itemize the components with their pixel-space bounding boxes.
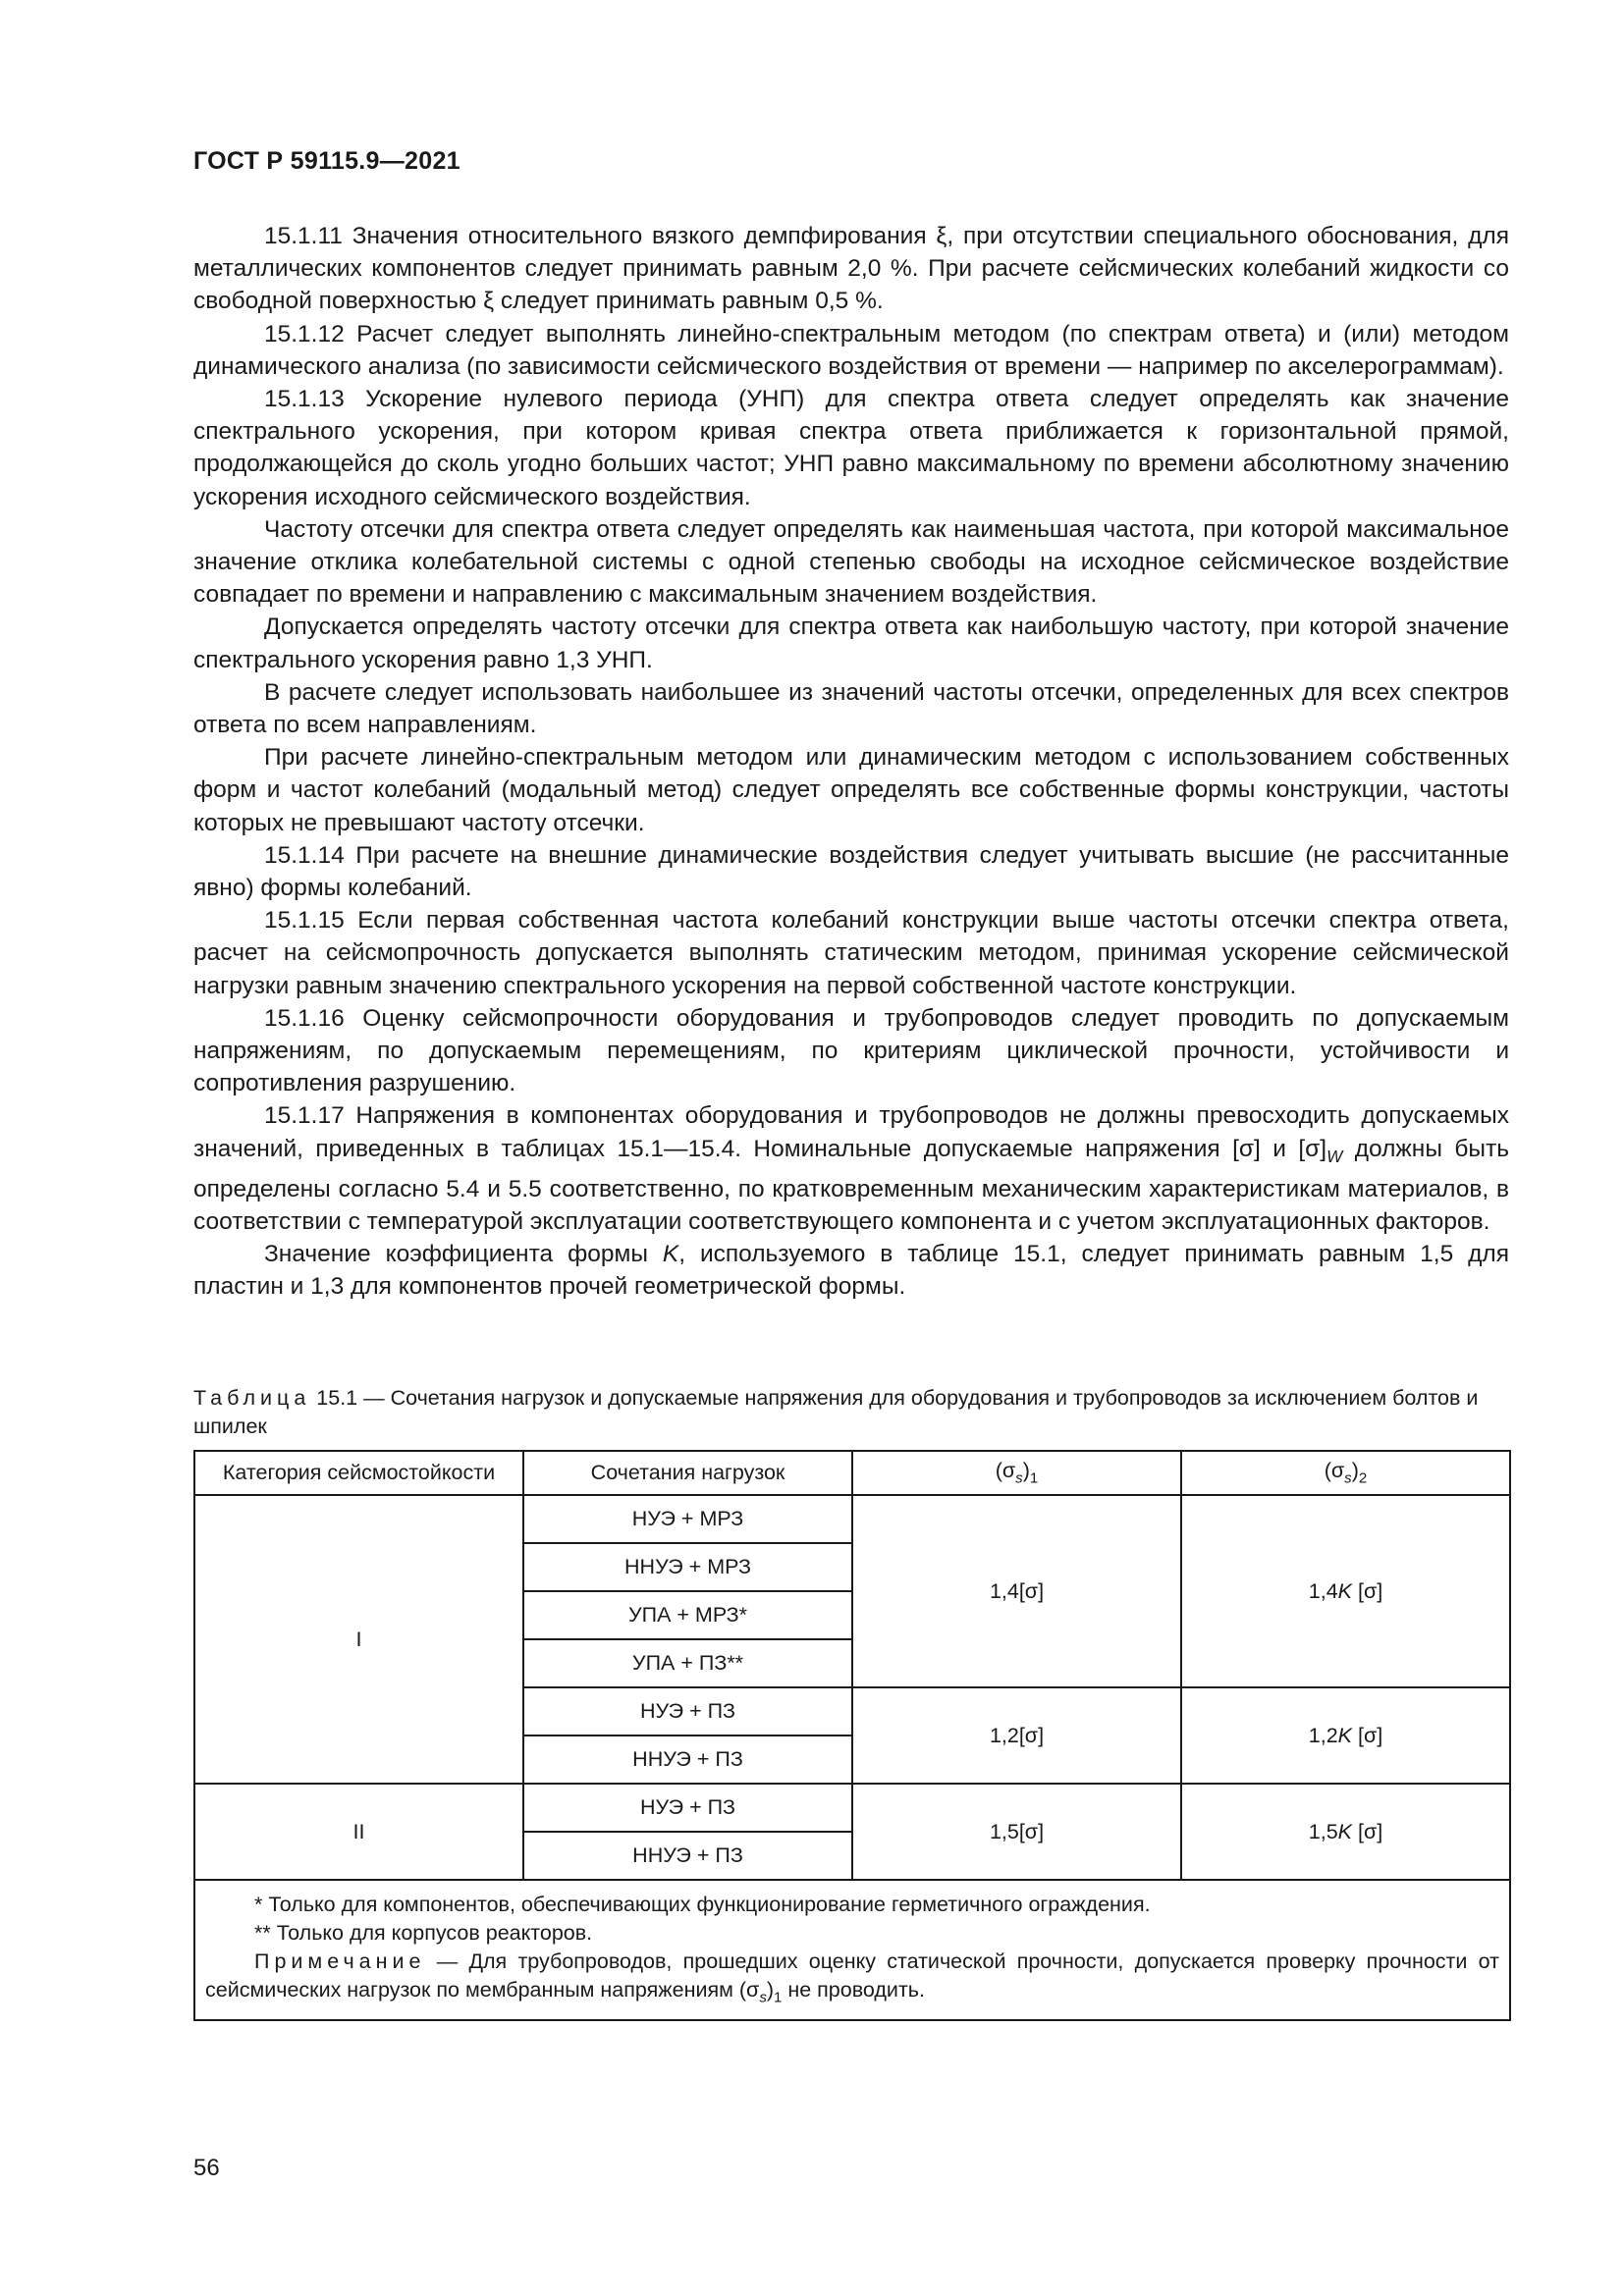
footnote: ** Только для корпусов реакторов. bbox=[254, 1921, 593, 1945]
load-cell: УПА + ПЗ** bbox=[523, 1639, 852, 1687]
table-caption-label: Таблица bbox=[193, 1386, 311, 1410]
header-category: Категория сейсмостойкости bbox=[194, 1451, 523, 1495]
paragraph: При расчете линейно-спектральным методом или динамическим методом с использованием собственных форм и частот колебаний (модальный метод) следует определять все собственные формы конструкции, частоты которых не превышают частоту отсечки. bbox=[193, 744, 1509, 836]
document-header: ГОСТ Р 59115.9—2021 bbox=[193, 147, 460, 175]
paragraph: 15.1.14 При расчете на внешние динамические воздействия следует учитывать высшие (не рассчитанные явно) формы колебаний. bbox=[193, 841, 1509, 902]
sigma-2-cell: 1,5K [σ] bbox=[1181, 1784, 1510, 1880]
load-combinations-table bbox=[193, 1450, 1511, 2021]
load-cell: ННУЭ + ПЗ bbox=[523, 1735, 852, 1784]
paragraph: В расчете следует использовать наибольшее из значений частоты отсечки, определенных для всех спектров ответа по всем направлениям. bbox=[193, 678, 1509, 739]
table-row bbox=[194, 1784, 1510, 1832]
sigma-1-cell: 1,4[σ] bbox=[852, 1495, 1181, 1687]
paragraph: 15.1.15 Если первая собственная частота колебаний конструкции выше частоты отсечки спектра ответа, расчет на сейсмопрочность допускается выполнять статическим методом, принимая ускорение сейсмической нагрузки равным значению спектрального ускорения на первой собственной частоте конструкции. bbox=[193, 907, 1509, 999]
table-caption-text: 15.1 — Сочетания нагрузок и допускаемые напряжения для оборудования и трубопроводов за исключением болтов и шпилек bbox=[193, 1386, 1479, 1438]
sigma-2-cell: 1,4K [σ] bbox=[1181, 1495, 1510, 1687]
header-loads: Сочетания нагрузок bbox=[523, 1451, 852, 1495]
table-note: Примечание — Для трубопроводов, прошедших оценку статической прочности, допускается проверку прочности от сейсмических нагрузок по мембранным напряжениям $(\sigma_s)_1$ не проводить. bbox=[205, 1949, 1499, 2006]
load-cell: ННУЭ + МРЗ bbox=[523, 1543, 852, 1591]
sigma-1-cell: 1,5[σ] bbox=[852, 1784, 1181, 1880]
paragraph-form-factor: Значение коэффициента формы K, используемого в таблице 15.1, следует принимать равным 1,5 для пластин и 1,3 для компонентов прочей геометрической формы. bbox=[193, 1241, 1509, 1301]
page-number: 56 bbox=[193, 2155, 220, 2181]
table-notes bbox=[194, 1880, 1510, 2020]
table-row bbox=[194, 1495, 1510, 1543]
sigma-2-cell: 1,2K [σ] bbox=[1181, 1687, 1510, 1784]
load-cell: НУЭ + ПЗ bbox=[523, 1784, 852, 1832]
paragraph: 15.1.13 Ускорение нулевого периода (УНП) для спектра ответа следует определять как значение спектрального ускорения, при котором кривая спектра ответа приближается к горизонтальной прямой, продолжающейся до сколь угодно больших частот; УНП равно максимальному по времени абсолютному значению ускорения исходного сейсмического воздействия. bbox=[193, 386, 1509, 510]
paragraph: 15.1.12 Расчет следует выполнять линейно-спектральным методом (по спектрам ответа) и (или) методом динамического анализа (по зависимости сейсмического воздействия от времени — например по акселерограммам). bbox=[193, 320, 1509, 380]
header-sigma-1: $(\sigma_s)_1$ bbox=[852, 1451, 1181, 1495]
table-notes-row bbox=[194, 1880, 1510, 2020]
main-text bbox=[193, 220, 1509, 1304]
load-cell: ННУЭ + ПЗ bbox=[523, 1832, 852, 1880]
load-cell: НУЭ + ПЗ bbox=[523, 1687, 852, 1735]
paragraph: 15.1.16 Оценку сейсмопрочности оборудования и трубопроводов следует проводить по допускаемым напряжениям, по допускаемым перемещениям, по критериям циклической прочности, устойчивости и сопротивления разрушению. bbox=[193, 1004, 1509, 1097]
category-cell: II bbox=[194, 1784, 523, 1880]
load-cell: УПА + МРЗ* bbox=[523, 1591, 852, 1639]
table-header-row bbox=[194, 1451, 1510, 1495]
footnote: * Только для компонентов, обеспечивающих функционирование герметичного ограждения. bbox=[254, 1893, 1151, 1916]
paragraph-15-1-17: 15.1.17 Напряжения в компонентах оборудования и трубопроводов не должны превосходить допускаемых значений, приведенных в таблицах 15.1—15.4. Номинальные допускаемые напряжения [σ] и $[\sigma]_W$ должны быть определены согласно 5.4 и 5.5 соответственно, по кратковременным механическим характеристикам материалов, в соответствии с температурой эксплуатации соответствующего компонента и с учетом эксплуатационных факторов. bbox=[193, 1102, 1509, 1235]
paragraph: 15.1.11 Значения относительного вязкого демпфирования ξ, при отсутствии специального обоснования, для металлических компонентов следует принимать равным 2,0 %. При расчете сейсмических колебаний жидкости со свободной поверхностью ξ следует принимать равным 0,5 %. bbox=[193, 223, 1509, 315]
header-sigma-2: $(\sigma_s)_2$ bbox=[1181, 1451, 1510, 1495]
load-cell: НУЭ + МРЗ bbox=[523, 1495, 852, 1543]
sigma-1-cell: 1,2[σ] bbox=[852, 1687, 1181, 1784]
paragraph: Частоту отсечки для спектра ответа следует определять как наименьшая частота, при которой максимальное значение отклика колебательной системы с одной степенью свободы на исходное сейсмическое воздействие совпадает по времени и направлению с максимальным значением воздействия. bbox=[193, 515, 1509, 609]
table-caption bbox=[193, 1384, 1509, 1441]
paragraph: Допускается определять частоту отсечки для спектра ответа как наибольшую частоту, при которой значение спектрального ускорения равно 1,3 УНП. bbox=[193, 614, 1509, 673]
category-cell: I bbox=[194, 1495, 523, 1784]
